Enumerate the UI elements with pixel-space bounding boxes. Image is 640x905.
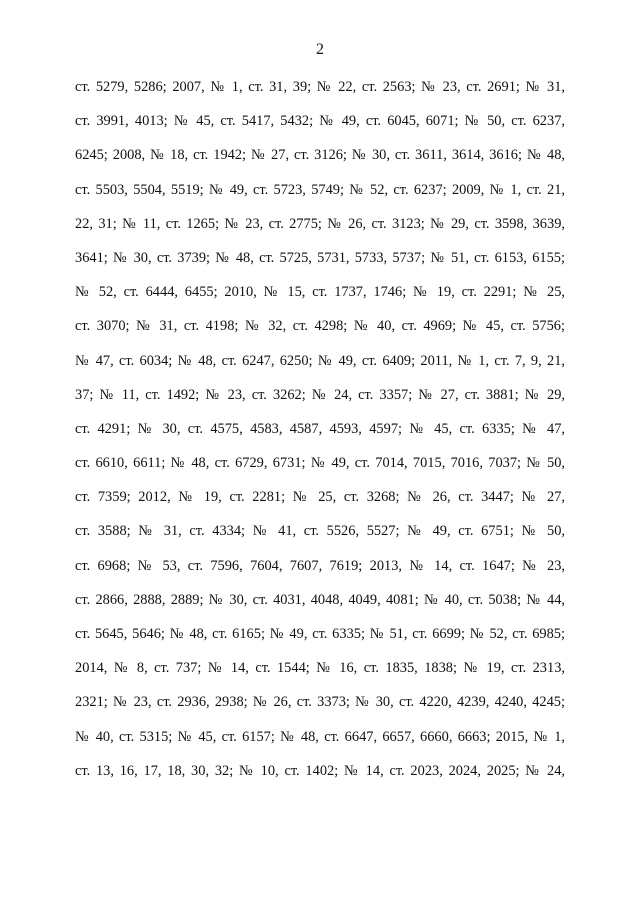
text-line: ст. 6968; № 53, ст. 7596, 7604, 7607, 7619; 2013, № 14, ст. 1647; № 23,	[75, 557, 565, 574]
text-line: № 40, ст. 5315; № 45, ст. 6157; № 48, ст. 6647, 6657, 6660, 6663; 2015, № 1,	[75, 728, 565, 745]
text-line: ст. 2866, 2888, 2889; № 30, ст. 4031, 4048, 4049, 4081; № 40, ст. 5038; № 44,	[75, 591, 565, 608]
text-line: 2014, № 8, ст. 737; № 14, ст. 1544; № 16, ст. 1835, 1838; № 19, ст. 2313,	[75, 660, 565, 677]
text-line: ст. 3588; № 31, ст. 4334; № 41, ст. 5526, 5527; № 49, ст. 6751; № 50,	[75, 523, 565, 540]
text-line: 2321; № 23, ст. 2936, 2938; № 26, ст. 3373; № 30, ст. 4220, 4239, 4240, 4245;	[75, 694, 565, 711]
text-line: ст. 4291; № 30, ст. 4575, 4583, 4587, 4593, 4597; № 45, ст. 6335; № 47,	[75, 420, 565, 437]
text-line: № 47, ст. 6034; № 48, ст. 6247, 6250; № 49, ст. 6409; 2011, № 1, ст. 7, 9, 21,	[75, 352, 565, 369]
body-text	[75, 77, 565, 795]
text-line: 37; № 11, ст. 1492; № 23, ст. 3262; № 24, ст. 3357; № 27, ст. 3881; № 29,	[75, 386, 565, 403]
text-line: 6245; 2008, № 18, ст. 1942; № 27, ст. 3126; № 30, ст. 3611, 3614, 3616; № 48,	[75, 147, 565, 164]
text-line: 3641; № 30, ст. 3739; № 48, ст. 5725, 5731, 5733, 5737; № 51, ст. 6153, 6155;	[75, 249, 565, 266]
text-line: ст. 5503, 5504, 5519; № 49, ст. 5723, 5749; № 52, ст. 6237; 2009, № 1, ст. 21,	[75, 181, 565, 198]
text-line: ст. 6610, 6611; № 48, ст. 6729, 6731; № 49, ст. 7014, 7015, 7016, 7037; № 50,	[75, 455, 565, 472]
text-line: ст. 13, 16, 17, 18, 30, 32; № 10, ст. 1402; № 14, ст. 2023, 2024, 2025; № 24,	[75, 762, 565, 779]
text-line: ст. 3991, 4013; № 45, ст. 5417, 5432; № 49, ст. 6045, 6071; № 50, ст. 6237,	[75, 113, 565, 130]
text-line: ст. 7359; 2012, № 19, ст. 2281; № 25, ст. 3268; № 26, ст. 3447; № 27,	[75, 489, 565, 506]
text-line: ст. 5279, 5286; 2007, № 1, ст. 31, 39; № 22, ст. 2563; № 23, ст. 2691; № 31,	[75, 79, 565, 95]
text-line: 22, 31; № 11, ст. 1265; № 23, ст. 2775; № 26, ст. 3123; № 29, ст. 3598, 3639,	[75, 215, 565, 232]
text-line: ст. 5645, 5646; № 48, ст. 6165; № 49, ст. 6335; № 51, ст. 6699; № 52, ст. 6985;	[75, 626, 565, 642]
page-number: 2	[316, 41, 324, 58]
text-line: № 52, ст. 6444, 6455; 2010, № 15, ст. 1737, 1746; № 19, ст. 2291; № 25,	[75, 284, 565, 301]
text-line: ст. 3070; № 31, ст. 4198; № 32, ст. 4298; № 40, ст. 4969; № 45, ст. 5756;	[75, 318, 565, 335]
